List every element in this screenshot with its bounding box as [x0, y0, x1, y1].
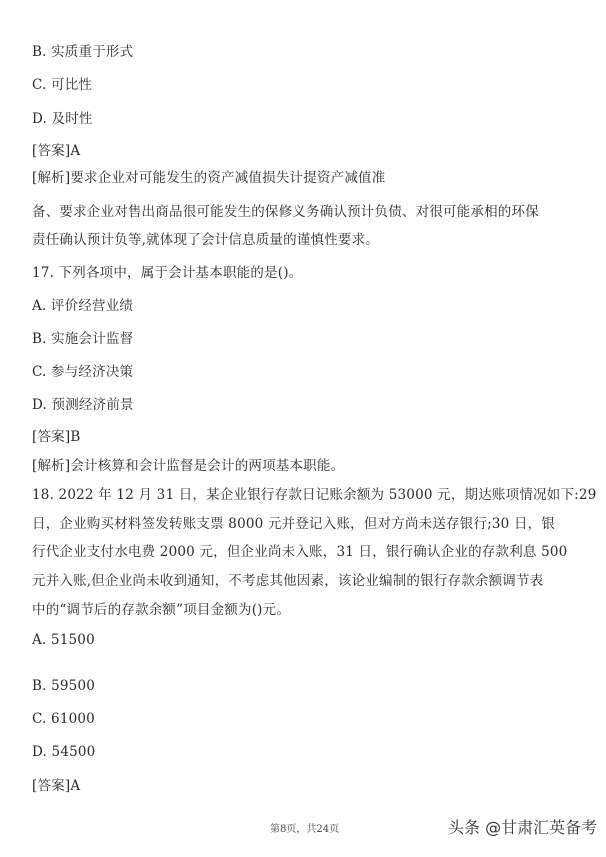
analysis-line: 责任确认预计负等,就体现了会计信息质量的谨慎性要求。 [32, 232, 379, 248]
question-line: 中的“调节后的存款余额”项目金额为()元。 [32, 602, 291, 618]
analysis: [解析]会计核算和会计监督是会计的两项基本职能。 [32, 458, 345, 474]
option-d: D. 及时性 [32, 111, 93, 127]
page-number: 第8页，共24页 [270, 824, 340, 835]
option-c: C. 可比性 [32, 77, 93, 93]
question-17: 17. 下列各项中，属于会计基本职能的是()。 [32, 265, 303, 281]
analysis: [解析]要求企业对可能发生的资产减值损失计提资产减值准 [32, 170, 386, 186]
question-line: 行代企业支付水电费 2000 元，但企业尚未入账，31 日，银行确认企业的存款利息 500 [32, 544, 568, 560]
option-c: C. 61000 [32, 711, 95, 727]
watermark: 头条 @甘肃汇英备考 [448, 818, 598, 837]
option-a: A. 评价经营业绩 [32, 298, 134, 314]
answer: [答案]B [32, 429, 81, 445]
option-b: B. 59500 [32, 678, 96, 694]
option-c: C. 参与经济决策 [32, 364, 134, 380]
option-d: D. 54500 [32, 744, 96, 760]
answer: [答案]A [32, 778, 81, 794]
question-line: 日，企业购买材料签发转账支票 8000 元并登记入账，但对方尚未送存银行;30 日，银 [32, 516, 556, 532]
question-18: 18. 2022 年 12 月 31 日，某企业银行存款日记账余额为 53000 元，期达账项情况如下:29 [32, 487, 597, 503]
analysis-line: 备、要求企业对售出商品很可能发生的保修义务确认预计负债、对很可能承相的环保 [32, 204, 539, 220]
question-line: 元并入账,但企业尚未收到通知，不考虑其他因素，该论业编制的银行存款余额调节表 [32, 573, 544, 589]
option-a: A. 51500 [32, 632, 95, 648]
answer: [答案]A [32, 143, 81, 159]
option-d: D. 预测经济前景 [32, 397, 134, 413]
option-b: B. 实施会计监督 [32, 331, 134, 347]
option-b: B. 实质重于形式 [32, 44, 134, 60]
